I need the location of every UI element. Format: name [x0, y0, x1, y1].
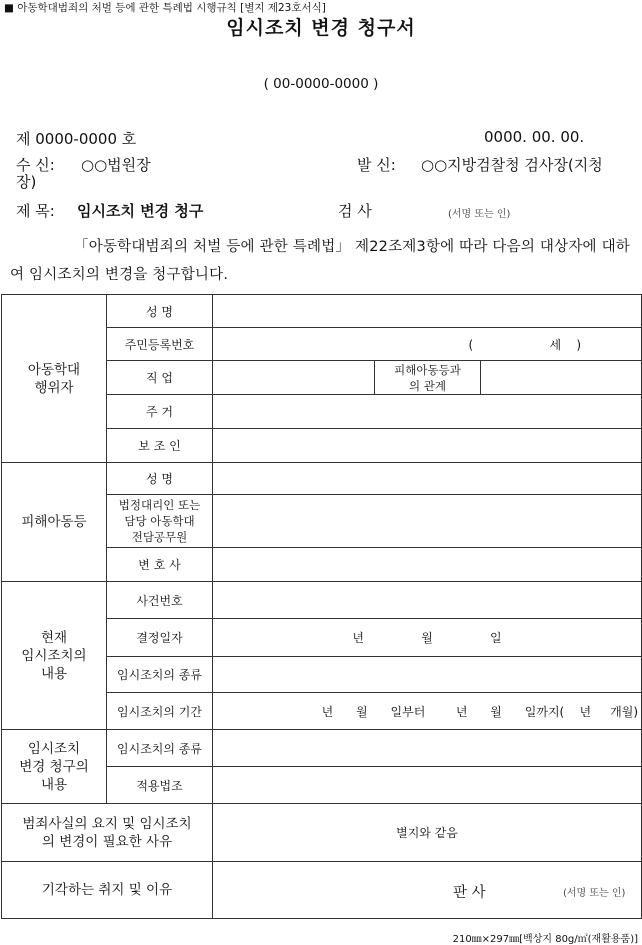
sender-label: 발 신: [357, 156, 396, 174]
victim-representative-field[interactable] [213, 495, 642, 548]
subject-label: 제 목: [16, 202, 55, 220]
prosecutor-label: 검 사 [338, 202, 372, 220]
victim-representative-label: 법정대리인 또는 담당 아동학대 전담공무원 [107, 495, 213, 548]
sender-value-continued: 장) [16, 173, 37, 191]
offender-job-label: 직 업 [107, 361, 213, 395]
victim-section-label: 피해아동등 [2, 463, 107, 582]
offender-address-field[interactable] [213, 395, 642, 429]
facts-reason-field[interactable] [213, 804, 642, 862]
change-measure-type-label: 임시조치의 종류 [107, 730, 213, 767]
paper-spec-footer: 210㎜×297㎜[백상지 80g/㎡(재활용품)] [452, 934, 638, 945]
current-measure-period-field[interactable] [213, 693, 642, 730]
request-statement: 「아동학대범죄의 처벌 등에 관한 특례법」 제22조제3항에 따라 다음의 대상자에 대하여 임시조치의 변경을 청구합니다. [10, 239, 630, 283]
facts-reason-label: 범죄사실의 요지 및 임시조치 의 변경이 필요한 사유 [2, 804, 213, 862]
applicable-law-field[interactable] [213, 767, 642, 804]
victim-name-label: 성 명 [107, 463, 213, 495]
dismissal-reason-field[interactable] [213, 862, 642, 919]
decision-date-label: 결정일자 [107, 619, 213, 657]
victim-lawyer-label: 변 호 사 [107, 548, 213, 582]
issue-number: 제 0000-0000 호 [16, 130, 137, 148]
decision-date-field[interactable] [213, 619, 642, 657]
case-number-field[interactable] [213, 582, 642, 619]
current-measure-type-field[interactable] [213, 657, 642, 693]
document-title: 임시조치 변경 청구서 [226, 17, 416, 39]
prosecutor-signature-note: (서명 또는 인) [448, 209, 511, 220]
change-request-section-label: 임시조치 변경 청구의 내용 [2, 730, 107, 804]
current-measure-section-label: 현재 임시조치의 내용 [2, 582, 107, 730]
current-measure-period-label: 임시조치의 기간 [107, 693, 213, 730]
document-number: ( 00-0000-0000 ) [263, 76, 379, 92]
case-number-label: 사건번호 [107, 582, 213, 619]
offender-rrn-label: 주민등록번호 [107, 328, 213, 361]
current-measure-period-value: 년 월 일부터 년 월 일까지( 년 개월) [321, 704, 639, 719]
current-measure-type-label: 임시조치의 종류 [107, 657, 213, 693]
subject-value: 임시조치 변경 청구 [77, 202, 204, 220]
dismissal-reason-label: 기각하는 취지 및 이유 [2, 862, 213, 919]
issue-date: 0000. 00. 00. [484, 128, 585, 146]
offender-section-label: 아동학대 행위자 [2, 295, 107, 463]
decision-date-value: 년 월 일 [352, 631, 502, 645]
offender-name-label: 성 명 [107, 295, 213, 328]
judge-label: 판 사 [453, 885, 486, 901]
form-code-header: ■ 아동학대범죄의 처벌 등에 관한 특례법 시행규칙 [별지 제23호서식] [4, 2, 326, 14]
offender-assistant-field[interactable] [213, 429, 642, 463]
offender-age-value: ( 세 ) [468, 337, 582, 352]
recipient-label: 수 신: [16, 156, 55, 174]
victim-lawyer-field[interactable] [213, 548, 642, 582]
request-form-table [1, 294, 642, 919]
judge-signature-note: (서명 또는 인) [563, 888, 626, 899]
sender-value: ○○지방검찰청 검사장(지청 [421, 156, 603, 174]
offender-rrn-field[interactable] [213, 328, 642, 361]
offender-job-field[interactable] [213, 361, 375, 395]
change-measure-type-field[interactable] [213, 730, 642, 767]
offender-address-label: 주 거 [107, 395, 213, 429]
recipient-value: ○○법원장 [81, 156, 151, 174]
applicable-law-label: 적용법조 [107, 767, 213, 804]
victim-name-field[interactable] [213, 463, 642, 495]
offender-relation-label: 피해아동등과 의 관계 [375, 361, 481, 395]
offender-relation-field[interactable] [481, 361, 642, 395]
offender-name-field[interactable] [213, 295, 642, 328]
facts-reason-value: 별지와 같음 [396, 826, 458, 840]
offender-assistant-label: 보 조 인 [107, 429, 213, 463]
